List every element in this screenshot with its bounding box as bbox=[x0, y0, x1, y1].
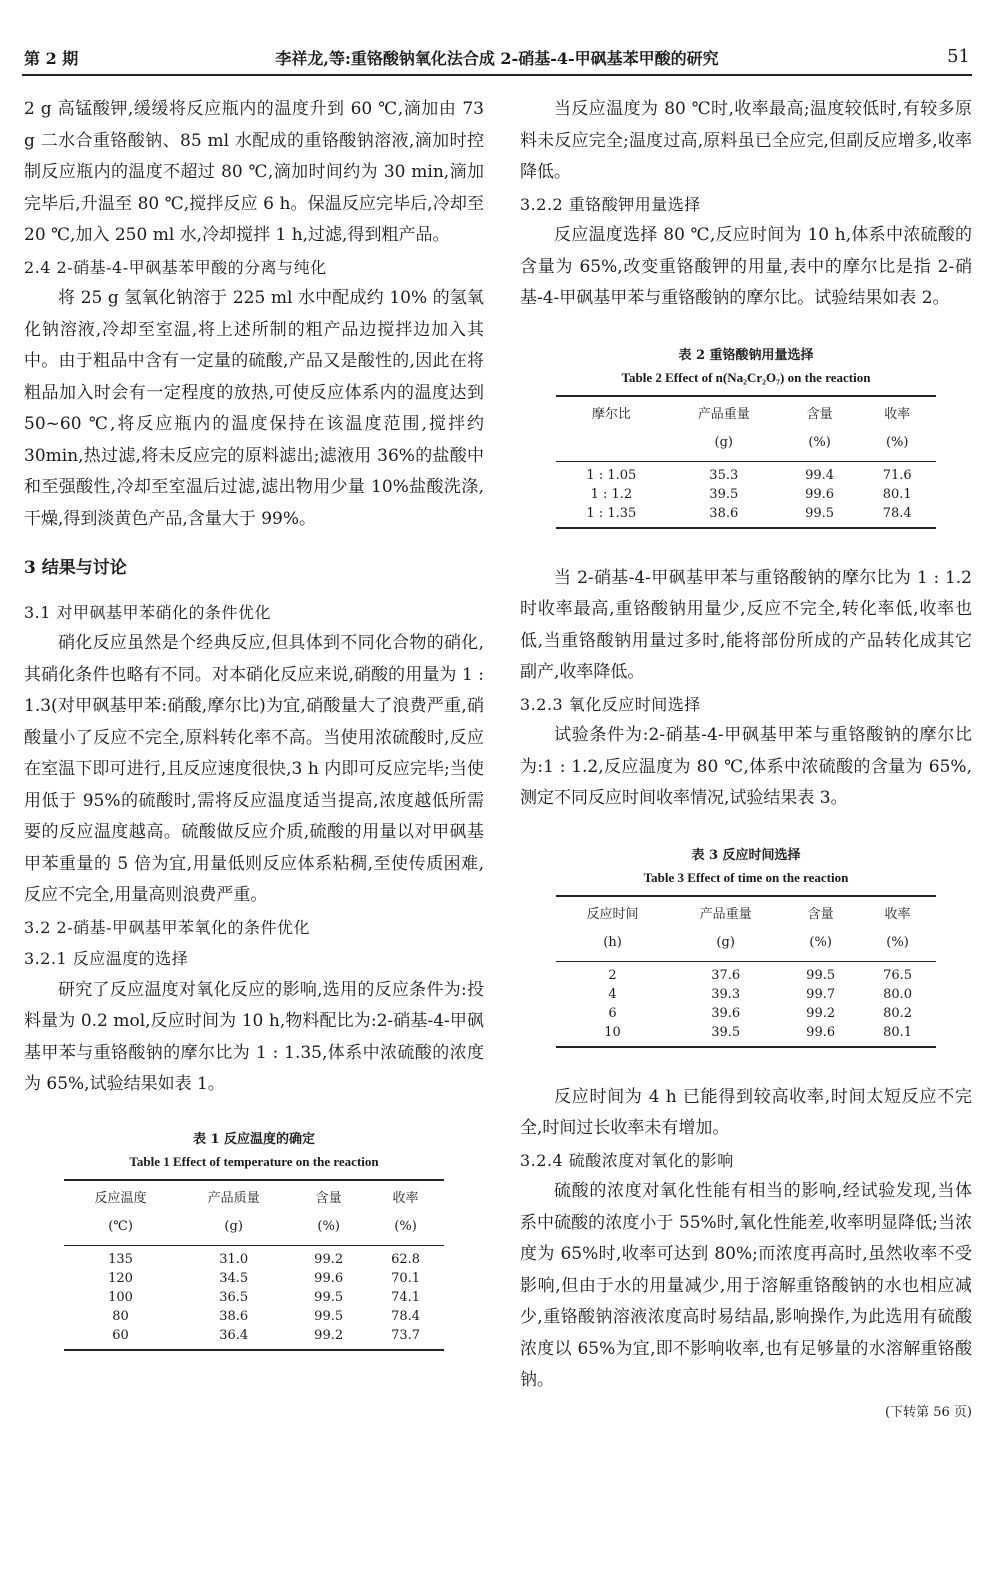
paragraph: 当反应温度为 80 ℃时,收率最高;温度较低时,有较多原料未反应完全;温度过高,原料虽已全应完,但副反应增多,收率降低。 bbox=[520, 99, 972, 182]
page-number: 51 bbox=[947, 46, 970, 67]
page-header bbox=[24, 46, 970, 76]
table-cell: 135 bbox=[108, 1251, 133, 1267]
table-cell: 36.4 bbox=[177, 1326, 290, 1350]
continued-note: (下转第 56 页) bbox=[885, 1404, 972, 1420]
table-cell: 99.6 bbox=[782, 1023, 859, 1047]
table-cell: 60 bbox=[64, 1326, 177, 1350]
table-cell: 34.5 bbox=[219, 1270, 249, 1286]
header-rule bbox=[22, 74, 972, 76]
table-row bbox=[64, 1245, 444, 1269]
table-row bbox=[556, 461, 936, 485]
table-cell: 78.4 bbox=[391, 1308, 421, 1324]
paragraph: 研究了反应温度对氧化反应的影响,选用的反应条件为:投料量为 0.2 mol,反应时间为 10 h,物料配比为:2-硝基-4-甲砜基甲苯与重铬酸钠的摩尔比为 1 : 1.35,体系中浓硫酸的浓度为 65%,试验结果如表 1。 bbox=[24, 979, 484, 1094]
table-header-cell: (g) bbox=[667, 429, 781, 462]
table-cell: 39.3 bbox=[711, 986, 741, 1002]
table-header-cell: 反应时间 bbox=[556, 896, 669, 929]
table-cell: 99.7 bbox=[806, 986, 836, 1002]
section-heading-3-2-1: 3.2.1 反应温度的选择 bbox=[24, 949, 189, 968]
table-cell: 99.4 bbox=[805, 467, 835, 483]
table-caption-cn: 表 3 反应时间选择 bbox=[691, 847, 801, 863]
table-cell: 99.6 bbox=[314, 1270, 344, 1286]
table-caption-en: Table 3 Effect of time on the reaction bbox=[643, 869, 849, 885]
data-table bbox=[556, 895, 936, 1048]
table-cell: 99.2 bbox=[290, 1326, 367, 1350]
table-cell: 1 : 1.35 bbox=[556, 504, 667, 528]
table-header-cell: 摩尔比 bbox=[556, 396, 667, 429]
table-row bbox=[556, 985, 936, 1004]
table-cell: 99.5 bbox=[781, 504, 859, 528]
table-cell: 74.1 bbox=[391, 1289, 421, 1305]
table-cell: 71.6 bbox=[882, 467, 912, 483]
table-header-cell: (%) bbox=[858, 429, 936, 462]
table-row bbox=[556, 961, 936, 985]
table-header-cell: 含量 bbox=[782, 896, 859, 929]
table-cell: 37.6 bbox=[711, 967, 741, 983]
table-cell: 62.8 bbox=[391, 1251, 421, 1267]
table-row bbox=[64, 1269, 444, 1288]
table-header-cell: 收率 bbox=[858, 396, 936, 429]
table-1-block bbox=[24, 1129, 484, 1351]
table-cell: 39.6 bbox=[711, 1005, 741, 1021]
issue-number: 第 2 期 bbox=[24, 49, 79, 68]
section-heading-2-4: 2.4 2-硝基-4-甲砜基苯甲酸的分离与纯化 bbox=[24, 257, 327, 277]
paragraph: 将 25 g 氢氧化钠溶于 225 ml 水中配成约 10% 的氢氧化钠溶液,冷却至室温,将上述所制的粗产品边搅拌边加入其中。由于粗品中含有一定量的硫酸,产品又是酸性的,因此在将粗品加入时会有一定程度的放热,可使反应体系内的温度达到 50~60 ℃,将反应瓶内的温度保持在该温度范围,搅拌约 30min,热过滤,将未反应完的原料滤出;滤液用 36%的盐酸中和至强酸性,冷却至室温后过滤,滤出物用少量 10%盐酸洗涤,干燥,得到淡黄色产品,含量大于 99%。 bbox=[24, 288, 484, 529]
table-header-cell: (%) bbox=[781, 429, 859, 462]
table-2-block bbox=[520, 345, 972, 529]
table-header-cell bbox=[556, 429, 667, 462]
table-row bbox=[556, 1004, 936, 1023]
table-cell: 99.6 bbox=[805, 486, 835, 502]
table-caption-en: Table 2 Effect of n(Na₂Cr₂O₇) on the reaction bbox=[621, 369, 871, 385]
table-cell: 6 bbox=[608, 1005, 617, 1021]
table-cell: 31.0 bbox=[219, 1251, 249, 1267]
table-header-cell: (℃) bbox=[64, 1213, 177, 1246]
table-cell: 78.4 bbox=[858, 504, 936, 528]
section-heading-3-2-3: 3.2.3 氧化反应时间选择 bbox=[520, 694, 701, 714]
table-header-cell: 含量 bbox=[781, 396, 859, 429]
table-header-cell: 产品重量 bbox=[667, 396, 781, 429]
table-cell: 99.5 bbox=[314, 1289, 344, 1305]
table-cell: 36.5 bbox=[219, 1289, 249, 1305]
table-cell: 80.1 bbox=[859, 1023, 936, 1047]
table-header-cell: 反应温度 bbox=[64, 1180, 177, 1213]
right-column bbox=[520, 94, 972, 1428]
paragraph: 反应温度选择 80 ℃,反应时间为 10 h,体系中浓硫酸的含量为 65%,改变重铬酸钾的用量,表中的摩尔比是指 2-硝基-4-甲砜基甲苯与重铬酸钠的摩尔比。试验结果如表 2。 bbox=[520, 225, 972, 308]
data-table bbox=[556, 395, 936, 529]
table-header-cell: (%) bbox=[367, 1213, 444, 1246]
table-cell: 4 bbox=[608, 986, 617, 1002]
table-cell: 38.6 bbox=[667, 504, 781, 528]
table-cell: 99.2 bbox=[806, 1005, 836, 1021]
paragraph: 硫酸的浓度对氧化性能有相当的影响,经试验发现,当体系中硫酸的浓度小于 55%时,氧化性能差,收率明显降低;当浓度为 65%时,收率可达到 80%;而浓度再高时,虽然收率不受影响,但由于水的用量减少,用于溶解重铬酸钠的水也相应减少,重铬酸钠溶液浓度高时易结晶,影响操作,为此选用有硫酸浓度以 65%为宜,即不影响收率,也有足够量的水溶解重铬酸钠。 bbox=[520, 1181, 972, 1390]
table-header-cell: 收率 bbox=[859, 896, 936, 929]
table-header-cell: 产品重量 bbox=[669, 896, 782, 929]
table-cell: 99.2 bbox=[314, 1251, 344, 1267]
paragraph: 当 2-硝基-4-甲砜基甲苯与重铬酸钠的摩尔比为 1 : 1.2 时收率最高,重铬酸钠用量少,反应不完全,转化率低,收率也低,当重铬酸钠用量过多时,能将部份所成的产品转化成其它副产,收率降低。 bbox=[520, 567, 972, 682]
table-header-cell: (g) bbox=[669, 929, 782, 962]
table-row bbox=[64, 1326, 444, 1350]
table-cell: 76.5 bbox=[883, 967, 913, 983]
table-header-cell: 产品质量 bbox=[177, 1180, 290, 1213]
table-row bbox=[556, 485, 936, 504]
paragraph: 反应时间为 4 h 已能得到较高收率,时间太短反应不完全,时间过长收率未有增加。 bbox=[520, 1086, 972, 1138]
table-cell: 39.5 bbox=[709, 486, 739, 502]
table-row bbox=[556, 504, 936, 528]
data-table bbox=[64, 1179, 444, 1351]
table-row bbox=[64, 1288, 444, 1307]
table-header-cell: 收率 bbox=[367, 1180, 444, 1213]
running-title: 李祥龙,等:重铬酸钠氧化法合成 2-硝基-4-甲砜基苯甲酸的研究 bbox=[275, 49, 719, 68]
paragraph: 2 g 高锰酸钾,缓缓将反应瓶内的温度升到 60 ℃,滴加由 73 g 二水合重铬酸钠、85 ml 水配成的重铬酸钠溶液,滴加时控制反应瓶内的温度不超过 80 ℃,滴加时间约为 30 min,滴加完毕后,升温至 80 ℃,搅拌反应 6 h。保温反应完毕后,冷却至 20 ℃,加入 250 ml 水,冷却搅拌 1 h,过滤,得到粗产品。 bbox=[24, 99, 484, 245]
table-cell: 80.2 bbox=[883, 1005, 913, 1021]
table-cell: 1 : 1.05 bbox=[586, 467, 637, 483]
table-cell: 80.1 bbox=[882, 486, 912, 502]
table-cell: 120 bbox=[108, 1270, 133, 1286]
table-cell: 99.5 bbox=[314, 1308, 344, 1324]
table-cell: 100 bbox=[108, 1289, 133, 1305]
section-heading-3-1: 3.1 对甲砜基甲苯硝化的条件优化 bbox=[24, 602, 272, 622]
table-cell: 10 bbox=[556, 1023, 669, 1047]
section-heading-3: 3 结果与讨论 bbox=[24, 558, 127, 578]
table-cell: 73.7 bbox=[367, 1326, 444, 1350]
paragraph: 试验条件为:2-硝基-4-甲砜基甲苯与重铬酸钠的摩尔比为:1 : 1.2,反应温度为 80 ℃,体系中浓硫酸的含量为 65%,测定不同反应时间收率情况,试验结果表 3。 bbox=[520, 725, 972, 808]
table-row bbox=[556, 1023, 936, 1047]
table-cell: 1 : 1.2 bbox=[590, 486, 633, 502]
table-cell: 2 bbox=[608, 967, 617, 983]
table-header-cell: (%) bbox=[782, 929, 859, 962]
table-caption-cn: 表 2 重铬酸钠用量选择 bbox=[678, 347, 814, 363]
table-cell: 38.6 bbox=[219, 1308, 249, 1324]
table-3-block bbox=[520, 845, 972, 1048]
section-heading-3-2: 3.2 2-硝基-甲砜基甲苯氧化的条件优化 bbox=[24, 917, 311, 937]
table-cell: 35.3 bbox=[709, 467, 739, 483]
paragraph: 硝化反应虽然是个经典反应,但具体到不同化合物的硝化,其硝化条件也略有不同。对本硝化反应来说,硝酸的用量为 1 : 1.3(对甲砜基甲苯:硝酸,摩尔比)为宜,硝酸量大了浪费严重,硝酸量小了反应不完全,原料转化率不高。当使用浓硫酸时,反应在室温下即可进行,且反应速度很快,3 h 内即可反应完毕;当使用低于 95%的硫酸时,需将反应温度适当提高,浓度越低所需要的反应温度越高。硫酸做反应介质,硫酸的用量以对甲砜基甲苯重量的 5 倍为宜,用量低则反应体系粘稠,至使传质困难,反应不完全,用量高则浪费严重。 bbox=[24, 633, 484, 905]
table-header-cell: (%) bbox=[290, 1213, 367, 1246]
table-header-cell: (%) bbox=[859, 929, 936, 962]
section-heading-3-2-2: 3.2.2 重铬酸钾用量选择 bbox=[520, 194, 701, 214]
section-heading-3-2-4: 3.2.4 硫酸浓度对氧化的影响 bbox=[520, 1150, 734, 1170]
table-caption-en: Table 1 Effect of temperature on the reaction bbox=[129, 1153, 379, 1169]
table-header-cell: 含量 bbox=[290, 1180, 367, 1213]
table-header-cell: (g) bbox=[177, 1213, 290, 1246]
table-row bbox=[64, 1307, 444, 1326]
table-header-cell: (h) bbox=[556, 929, 669, 962]
table-cell: 80 bbox=[112, 1308, 129, 1324]
table-caption-cn: 表 1 反应温度的确定 bbox=[192, 1131, 316, 1147]
table-cell: 80.0 bbox=[883, 986, 913, 1002]
table-cell: 99.5 bbox=[806, 967, 836, 983]
left-column bbox=[24, 94, 484, 1385]
table-cell: 39.5 bbox=[669, 1023, 782, 1047]
table-cell: 70.1 bbox=[391, 1270, 421, 1286]
